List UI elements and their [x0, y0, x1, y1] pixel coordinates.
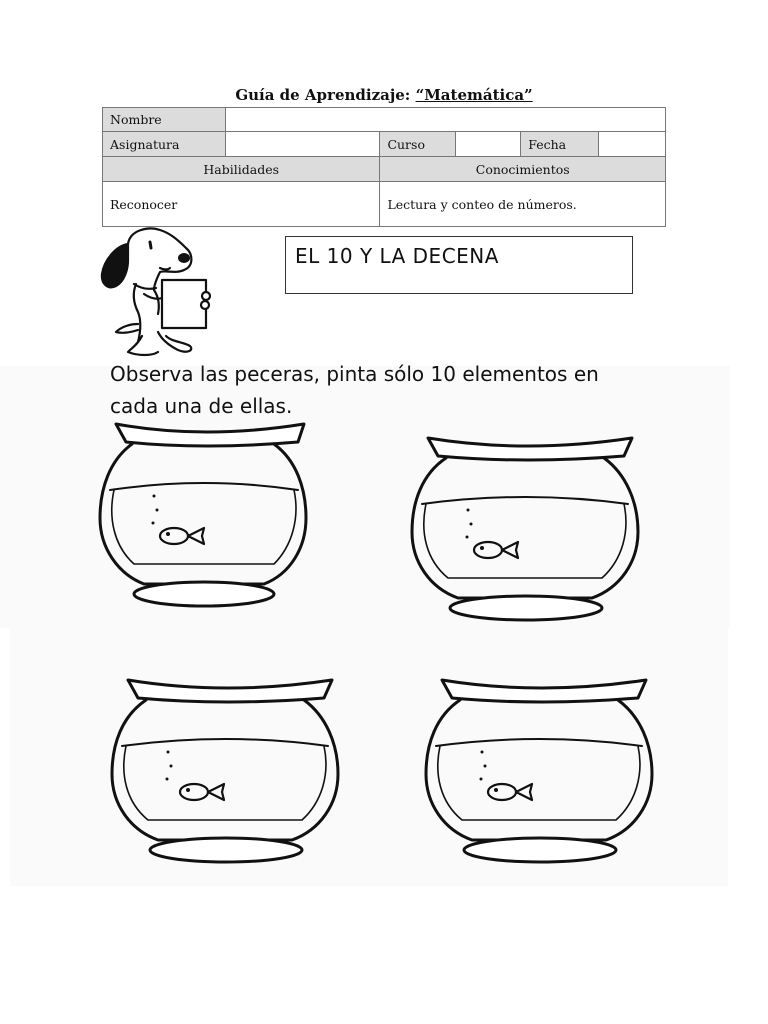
- student-info-table: [102, 107, 666, 227]
- nombre-row: [103, 108, 666, 132]
- asignatura-field[interactable]: [225, 132, 380, 157]
- topic-title: EL 10 Y LA DECENA: [295, 244, 499, 268]
- topic-box: [285, 236, 633, 294]
- title-prefix: Guía de Aprendizaje:: [235, 86, 416, 104]
- instruction-line-2: cada una de ellas.: [110, 394, 293, 418]
- page-title: [0, 86, 768, 104]
- snoopy-holding-paper-icon: [98, 224, 213, 359]
- curso-label: Curso: [380, 132, 456, 157]
- fishbowl-icon-3: [110, 674, 342, 866]
- values-row: [103, 182, 666, 227]
- instruction-text: [110, 358, 670, 422]
- fishbowl-icon-4: [424, 674, 656, 866]
- fishbowl-icon-1: [98, 418, 310, 610]
- habilidades-value: Reconocer: [103, 182, 380, 227]
- conocimientos-value: Lectura y conteo de números.: [380, 182, 666, 227]
- title-subject: “Matemática”: [415, 86, 533, 104]
- headers-row: [103, 157, 666, 182]
- fecha-field[interactable]: [599, 132, 666, 157]
- asignatura-row: [103, 132, 666, 157]
- nombre-label: Nombre: [103, 108, 226, 132]
- instruction-line-1: Observa las peceras, pinta sólo 10 elementos en: [110, 362, 599, 386]
- habilidades-header: Habilidades: [103, 157, 380, 182]
- asignatura-label: Asignatura: [103, 132, 226, 157]
- fishbowl-icon-2: [410, 432, 642, 624]
- curso-field[interactable]: [456, 132, 521, 157]
- conocimientos-header: Conocimientos: [380, 157, 666, 182]
- fecha-label: Fecha: [521, 132, 599, 157]
- nombre-field[interactable]: [225, 108, 665, 132]
